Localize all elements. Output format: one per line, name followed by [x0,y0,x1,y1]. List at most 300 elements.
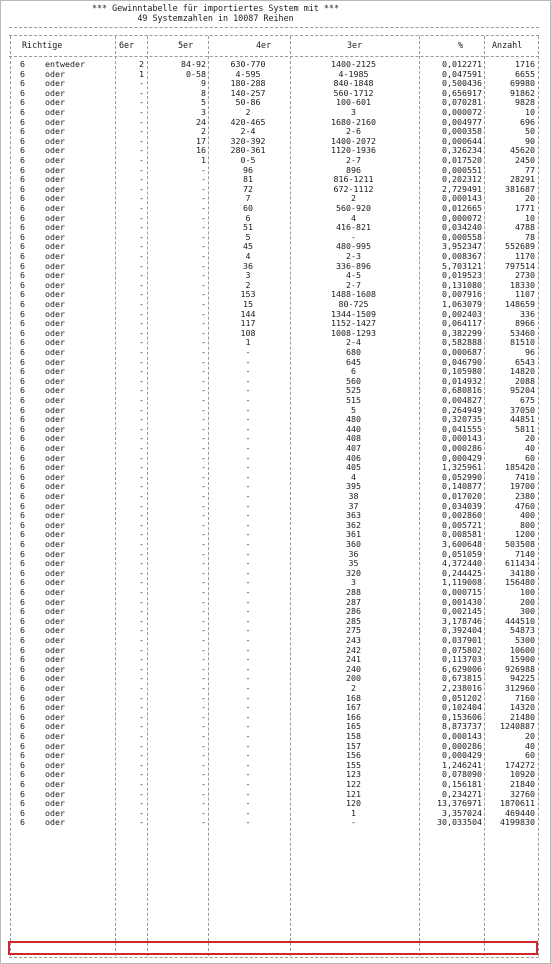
cell-percent: 0,102404 [442,702,482,713]
cell-6er: - [139,414,144,425]
cell-conjunction: oder [45,433,65,444]
cell-3er: 840-1848 [333,78,374,89]
cell-6er: - [139,327,144,338]
cell-3er: 406 [346,452,361,463]
cell-5er: - [201,500,206,511]
cell-6er: - [139,519,144,530]
cell-percent: 0,326234 [442,145,482,156]
cell-6er: - [139,587,144,597]
cell-percent: 0,004827 [442,395,482,405]
cell-5er: - [201,174,206,185]
cell-conjunction: oder [45,567,65,578]
cell-anzahl: 400 [520,510,535,521]
cell-5er: - [201,663,206,674]
cell-6er: - [139,395,144,405]
cell-5er: - [201,404,206,415]
cell-conjunction: oder [45,510,65,521]
cell-6er: - [139,702,144,713]
cell-3er: 336-896 [336,260,371,271]
cell-anzahl: 77 [525,164,535,175]
cell-3er: 288 [346,587,361,597]
cell-6er: - [139,500,144,511]
cell-5er: - [201,683,206,693]
cell-richtige: 6 [20,779,25,789]
cell-percent: 0,008581 [442,529,482,540]
cell-5er: - [201,491,206,501]
cell-3er: 680 [346,347,361,357]
cell-anzahl: 45620 [510,145,535,156]
cell-5er: - [201,481,206,492]
cell-anzahl: 300 [520,606,535,617]
cell-richtige: 6 [20,673,25,684]
cell-conjunction: oder [45,404,65,415]
cell-6er: - [139,481,144,492]
cell-anzahl: 2730 [515,270,535,281]
cell-richtige: 6 [20,817,25,828]
cell-5er: - [201,529,206,540]
cell-percent: 0,034240 [442,222,482,233]
cell-percent: 0,000143 [442,433,482,444]
cell-6er: - [139,663,144,674]
cell-4er: - [245,654,251,665]
cell-richtige: 6 [20,164,25,175]
cell-5er: - [201,798,206,809]
cell-conjunction: oder [45,644,65,655]
cell-richtige: 6 [20,577,25,588]
cell-conjunction: oder [45,587,65,597]
cell-5er: - [201,711,206,722]
cell-richtige: 6 [20,529,25,540]
cell-4er: - [245,683,251,693]
cell-conjunction: oder [45,711,65,722]
cell-6er: - [139,203,144,213]
cell-conjunction: oder [45,481,65,492]
cell-5er: - [201,366,206,377]
cell-percent: 0,656917 [442,87,482,98]
cell-3er: 1152-1427 [331,318,376,329]
cell-percent: 0,041555 [442,423,482,434]
cell-4er: - [245,529,251,540]
cell-anzahl: 40 [525,740,535,751]
cell-3er: 515 [346,395,361,405]
cell-6er: - [139,798,144,809]
cell-conjunction: oder [45,347,65,357]
cell-conjunction: oder [45,759,65,770]
cell-5er: - [201,606,206,617]
cell-anzahl: 100 [520,587,535,597]
cell-3er: 2 [351,683,356,693]
cell-conjunction: oder [45,750,65,761]
cell-conjunction: oder [45,500,65,511]
cell-3er: 100-601 [336,97,371,108]
cell-anzahl: 8966 [515,318,535,329]
cell-4er: 5 [245,231,251,242]
cell-3er: 816-1211 [333,174,374,185]
cell-percent: 0,000358 [442,126,482,137]
cell-3er: 480-995 [336,241,371,252]
cell-richtige: 6 [20,644,25,655]
cell-3er: 240 [346,663,361,674]
cell-5er: 8 [201,87,206,98]
cell-3er: 3 [351,577,356,588]
table-subtitle: 49 Systemzahlen in 10087 Reihen [137,13,294,23]
cell-richtige: 6 [20,740,25,751]
cell-conjunction: oder [45,702,65,713]
cell-4er: - [245,414,251,425]
cell-percent: 0,034039 [442,500,482,511]
cell-6er: - [139,721,144,732]
cell-4er: 4 [245,251,251,261]
cell-4er: - [245,759,251,770]
cell-percent: 1,119008 [442,577,482,588]
cell-richtige: 6 [20,318,25,329]
cell-anzahl: 53460 [510,327,535,338]
cell-3er: 896 [346,164,361,175]
cell-4er: 4-595 [235,68,261,79]
cell-richtige: 6 [20,174,25,185]
cell-percent: 0,002860 [442,510,482,521]
cell-5er: - [201,251,206,261]
cell-6er: - [139,318,144,329]
column-header-richtige: Richtige [22,40,63,50]
cell-percent: 0,000429 [442,452,482,463]
cell-3er: 123 [346,769,361,780]
cell-anzahl: 91862 [510,87,535,98]
cell-percent: 0,000644 [442,135,482,146]
cell-conjunction: oder [45,625,65,636]
cell-richtige: 6 [20,59,25,69]
cell-4er: - [245,395,251,405]
cell-4er: - [245,817,251,828]
cell-5er: - [201,692,206,703]
cell-5er: 16 [196,145,206,156]
cell-4er: 2 [245,107,251,117]
cell-anzahl: 7410 [515,471,535,482]
cell-5er: - [201,519,206,530]
cell-6er: - [139,577,144,588]
cell-5er: - [201,558,206,569]
cell-5er: - [201,164,206,175]
cell-richtige: 6 [20,375,25,386]
cell-richtige: 6 [20,807,25,818]
cell-conjunction: oder [45,654,65,665]
cell-5er: - [201,788,206,799]
cell-3er: 645 [346,356,361,367]
cell-6er: - [139,452,144,463]
cell-anzahl: 797514 [505,260,535,271]
cell-conjunction: oder [45,683,65,693]
cell-anzahl: 503508 [505,539,535,549]
cell-percent: 0,680816 [442,385,482,396]
cell-4er: - [245,769,251,780]
cell-percent: 0,052990 [442,471,482,482]
cell-5er: 3 [201,107,206,117]
cell-conjunction: oder [45,731,65,741]
cell-richtige: 6 [20,347,25,357]
cell-percent: 0,000429 [442,750,482,761]
cell-richtige: 6 [20,87,25,98]
cell-anzahl: 10 [525,212,535,223]
cell-6er: - [139,625,144,636]
cell-3er: 2-7 [346,279,361,290]
cell-6er: - [139,606,144,617]
cell-anzahl: 2380 [515,491,535,501]
cell-4er: - [245,798,251,809]
selected-row-highlight [8,941,538,955]
cell-5er: - [201,395,206,405]
cell-conjunction: oder [45,548,65,559]
cell-conjunction: oder [45,193,65,204]
column-header-6er: 6er [119,40,135,50]
cell-4er: - [245,500,251,511]
cell-percent: 0,051202 [442,692,482,703]
cell-4er: - [245,519,251,530]
cell-anzahl: 1870611 [500,798,535,809]
cell-anzahl: 1200 [515,529,535,540]
cell-conjunction: oder [45,414,65,425]
cell-conjunction: oder [45,174,65,185]
cell-4er: - [245,663,251,674]
cell-richtige: 6 [20,97,25,108]
cell-3er: 1400-2072 [331,135,376,146]
cell-anzahl: 1716 [515,59,535,69]
cell-3er: 2-7 [346,155,361,165]
cell-5er: - [201,654,206,665]
cell-6er: - [139,644,144,655]
cell-percent: 0,000072 [442,212,482,223]
cell-5er: - [201,539,206,549]
cell-conjunction: oder [45,462,65,473]
cell-richtige: 6 [20,289,25,300]
cell-4er: - [245,750,251,761]
cell-richtige: 6 [20,279,25,290]
cell-conjunction: oder [45,769,65,780]
cell-4er: - [245,788,251,799]
cell-4er: 1 [245,337,251,348]
cell-3er: 2-6 [346,126,361,137]
cell-5er: 84-92 [181,59,206,69]
cell-4er: - [245,587,251,597]
cell-4er: 72 [243,183,253,194]
cell-4er: 7 [245,193,251,204]
cell-percent: 0,017020 [442,491,482,501]
cell-3er: 36 [348,548,359,559]
cell-anzahl: 1240887 [500,721,535,732]
cell-anzahl: 20 [525,193,535,204]
cell-5er: - [201,731,206,741]
cell-conjunction: oder [45,539,65,549]
cell-richtige: 6 [20,414,25,425]
cell-3er: 242 [346,644,361,655]
cell-percent: 0,070281 [442,97,482,108]
cell-6er: - [139,231,144,242]
cell-conjunction: oder [45,395,65,405]
cell-4er: - [245,539,251,549]
cell-richtige: 6 [20,356,25,367]
cell-3er: 38 [348,491,359,501]
cell-4er: 320-392 [230,135,266,146]
cell-5er: 1 [201,155,206,165]
cell-5er: - [201,510,206,521]
cell-conjunction: oder [45,318,65,329]
cell-5er: - [201,625,206,636]
cell-richtige: 6 [20,251,25,261]
cell-percent: 2,238016 [442,683,482,693]
cell-anzahl: 4788 [515,222,535,233]
cell-percent: 0,140877 [442,481,482,492]
cell-percent: 0,673815 [442,673,482,684]
cell-anzahl: 696 [520,116,535,127]
cell-anzahl: 148659 [505,299,535,309]
cell-conjunction: oder [45,529,65,540]
cell-anzahl: 69980 [510,78,535,89]
cell-anzahl: 34180 [510,567,535,578]
cell-richtige: 6 [20,212,25,223]
cell-4er: - [245,366,251,377]
cell-richtige: 6 [20,510,25,521]
cell-anzahl: 32760 [510,788,535,799]
cell-3er: 480 [346,414,361,425]
cell-5er: - [201,183,206,194]
cell-6er: - [139,193,144,204]
cell-6er: - [139,299,144,309]
cell-anzahl: 4760 [515,500,535,511]
cell-4er: 0-5 [240,155,256,165]
cell-3er: 363 [346,510,361,521]
cell-richtige: 6 [20,433,25,444]
cell-conjunction: oder [45,279,65,290]
cell-4er: - [245,558,251,569]
cell-3er: 2 [351,193,356,204]
cell-richtige: 6 [20,625,25,636]
cell-richtige: 6 [20,750,25,761]
cell-richtige: 6 [20,135,25,146]
cell-richtige: 6 [20,567,25,578]
cell-richtige: 6 [20,519,25,530]
cell-4er: 180-288 [230,78,266,89]
cell-3er: 167 [346,702,361,713]
cell-percent: 0,000143 [442,731,482,741]
cell-6er: - [139,308,144,319]
cell-6er: - [139,241,144,252]
cell-anzahl: 95204 [510,385,535,396]
cell-anzahl: 7160 [515,692,535,703]
cell-richtige: 6 [20,539,25,549]
cell-percent: 0,000072 [442,107,482,117]
cell-richtige: 6 [20,145,25,156]
cell-4er: 45 [243,241,253,252]
cell-richtige: 6 [20,587,25,597]
cell-richtige: 6 [20,395,25,405]
cell-6er: - [139,145,144,156]
cell-4er: - [245,462,251,473]
cell-4er: 96 [243,164,253,175]
cell-conjunction: oder [45,385,65,396]
cell-conjunction: oder [45,606,65,617]
cell-conjunction: oder [45,519,65,530]
cell-3er: 157 [346,740,361,751]
cell-6er: 1 [139,68,144,79]
cell-anzahl: 90 [525,135,535,146]
cell-5er: - [201,289,206,300]
cell-4er: - [245,385,251,396]
cell-percent: 0,007916 [442,289,482,300]
cell-4er: - [245,443,251,453]
cell-6er: - [139,126,144,137]
cell-5er: 5 [201,97,206,108]
cell-richtige: 6 [20,481,25,492]
cell-5er: - [201,347,206,357]
cell-5er: - [201,270,206,281]
cell-3er: 395 [346,481,361,492]
cell-5er: - [201,308,206,319]
cell-conjunction: oder [45,270,65,281]
cell-percent: 0,037901 [442,635,482,645]
cell-6er: - [139,347,144,357]
cell-3er: 122 [346,779,361,789]
cell-conjunction: oder [45,78,65,89]
cell-anzahl: 60 [525,452,535,463]
cell-anzahl: 2088 [515,375,535,386]
cell-percent: 0,320735 [442,414,482,425]
cell-3er: 1680-2160 [331,116,376,127]
cell-6er: - [139,788,144,799]
cell-richtige: 6 [20,692,25,703]
cell-anzahl: 21840 [510,779,535,789]
cell-4er: - [245,711,251,722]
cell-anzahl: 611434 [505,558,535,569]
cell-3er: 286 [346,606,361,617]
cell-conjunction: oder [45,327,65,338]
cell-5er: - [201,740,206,751]
cell-anzahl: 4199830 [500,817,535,828]
cell-percent: 0,000715 [442,587,482,597]
cell-3er: 2-3 [346,251,361,261]
cell-4er: 15 [243,299,253,309]
cell-conjunction: oder [45,251,65,261]
cell-richtige: 6 [20,423,25,434]
cell-4er: - [245,635,251,645]
cell-4er: - [245,644,251,655]
cell-anzahl: 336 [520,308,535,319]
cell-5er: - [201,596,206,607]
cell-anzahl: 37050 [510,404,535,415]
cell-conjunction: oder [45,299,65,309]
cell-anzahl: 6543 [515,356,535,367]
cell-6er: - [139,183,144,194]
cell-richtige: 6 [20,107,25,117]
cell-4er: 280-361 [230,145,266,156]
cell-6er: - [139,107,144,117]
column-header-anzahl: Anzahl [492,40,523,50]
cell-5er: - [201,548,206,559]
cell-conjunction: oder [45,443,65,453]
cell-conjunction: oder [45,423,65,434]
cell-anzahl: 54873 [510,625,535,636]
cell-4er: - [245,807,251,818]
cell-4er: - [245,433,251,444]
cell-6er: - [139,654,144,665]
cell-4er: - [245,356,251,367]
cell-3er: 4-1985 [338,68,369,79]
cell-3er: 5 [351,404,356,415]
cell-4er: - [245,615,251,626]
cell-anzahl: 675 [520,395,535,405]
cell-5er: - [201,721,206,732]
cell-6er: - [139,692,144,703]
cell-3er: 168 [346,692,361,703]
cell-richtige: 6 [20,203,25,213]
